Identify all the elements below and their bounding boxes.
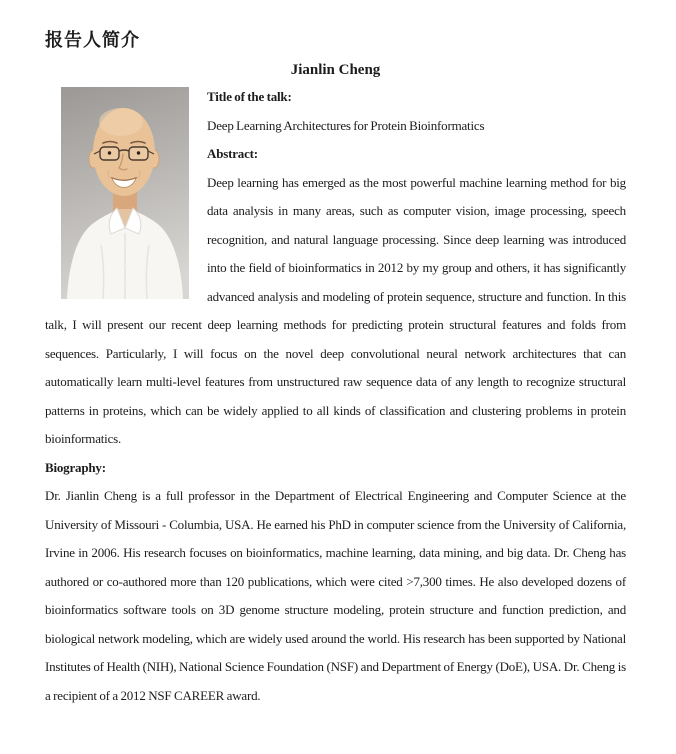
portrait-icon (61, 87, 189, 299)
talk-title: Deep Learning Architectures for Protein Bioinformatics (207, 117, 485, 133)
abstract-label: Abstract: (207, 146, 258, 161)
speaker-photo (61, 87, 189, 299)
document-body (45, 83, 626, 710)
biography-text: Dr. Jianlin Cheng is a full professor in the Department of Electrical Engineering and Computer Science at the University of Missouri - Columbia, USA. He earned his PhD in computer science from the University of California, Irvine in 2006. His research focuses on bioinformatics, machine learning, data mining, and big data. Dr. Cheng has authored or co-authored more than 120 publications, which were cited >7,300 times. He also developed dozens of bioinformatics software tools on 3D genome structure modeling, protein structure and function prediction, and biological network modeling, which are widely used around the world. His research has been supported by National Institutes of Health (NIH), National Science Foundation (NSF) and Department of Energy (DoE), USA. Dr. Cheng is a recipient of a 2012 NSF CAREER award. (45, 488, 626, 703)
head-highlight (99, 108, 143, 136)
shirt-button (124, 244, 127, 247)
abstract-text: Deep learning has emerged as the most powerful machine learning method for big data analysis in many areas, such as computer vision, image processing, speech recognition, and natural language processing. Since deep learning was introduced into the field of bioinformatics in 2012 by my group and others, it has significantly advanced analysis and modeling of protein sequence, structure and function. In this talk, I will present our recent deep learning methods for predicting protein structural features and folds from sequences. Particularly, I will focus on the novel deep convolutional neural network architectures that can automatically learn multi-level features from unstructured raw sequence data of any length to recognize structural patterns in proteins, which can be widely applied to all kinds of classification and clustering problems in protein bioinformatics. (45, 174, 626, 446)
biography-label: Biography: (45, 459, 106, 475)
shirt-button (124, 284, 127, 287)
page-title: 报告人简介 (45, 30, 140, 50)
eye-right (137, 151, 140, 154)
eye-left (108, 151, 111, 154)
talk-title-label: Title of the talk: (207, 89, 292, 104)
speaker-name: Jianlin Cheng (290, 62, 381, 78)
shirt-button (124, 264, 127, 267)
